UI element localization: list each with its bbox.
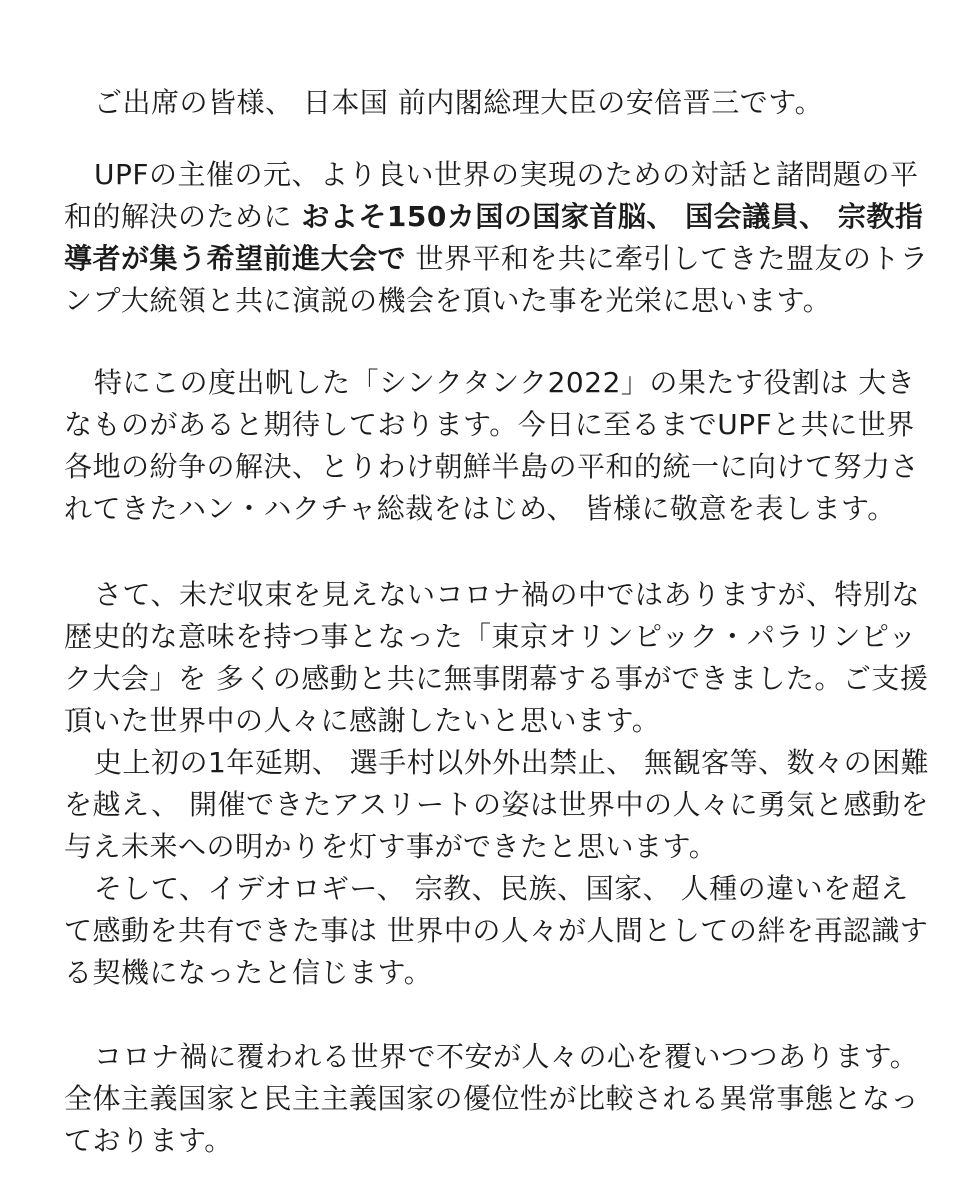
paragraph-4-line-4 [64, 704, 914, 738]
text-run: ご出席の皆様、 日本国 前内閣総理大臣の安倍晋三です。 [94, 86, 824, 119]
paragraph-3-line-1 [64, 366, 944, 400]
paragraph-3-line-3 [64, 450, 920, 484]
text-run: 歴史的な意味を持つ事となった「東京オリンピック・パラリンピッ [64, 620, 917, 653]
paragraph-4-line-5 [64, 746, 944, 780]
paragraph-4-line-3 [64, 662, 929, 696]
text-run: 全体主義国家と民主主義国家の優位性が比較される異常事態となっ [64, 1082, 920, 1115]
paragraph-2-line-2 [64, 200, 924, 234]
paragraph-5-line-3 [64, 1124, 914, 1158]
text-run: 世界平和を共に牽引してきた盟友のトラ [406, 242, 929, 275]
paragraph-4-line-9 [64, 914, 929, 948]
text-run: なものがあると期待しております。今日に至るまでUPFと共に世界 [64, 408, 915, 441]
text-run: 史上初の1年延期、 選手村以外外出禁止、 無観客等、数々の困難 [94, 746, 930, 779]
text-run: ております。 [64, 1124, 233, 1157]
text-run: 特にこの度出帆した「シンクタンク2022」の果たす役割は 大き [94, 366, 916, 399]
text-run: る契機になったと信じます。 [64, 956, 433, 989]
paragraph-2-line-3 [64, 242, 929, 276]
bold-text-run: 導者が集う希望前進大会で [64, 242, 407, 275]
text-run: さて、未だ収束を見えないコロナ禍の中ではありますが、特別な [94, 578, 920, 611]
text-run: そして、イデオロギー、 宗教、民族、国家、 人種の違いを超え [94, 872, 909, 905]
paragraph-4-line-1 [64, 578, 944, 612]
paragraph-3-line-4 [64, 492, 914, 526]
text-run: UPFの主催の元、より良い世界の実現のための対話と諸問題の平 [94, 158, 919, 191]
paragraph-4-line-6 [64, 788, 929, 822]
text-run: を越え、 開催できたアスリートの姿は世界中の人々に勇気と感動を [64, 788, 929, 821]
bold-text-run: およそ150カ国の国家首脳、 国会議員、 宗教指 [301, 200, 924, 233]
paragraph-2-line-1 [64, 158, 944, 192]
text-run: コロナ禍に覆われる世界で不安が人々の心を覆いつつあります。 [94, 1040, 919, 1073]
text-run: 頂いた世界中の人々に感謝したいと思います。 [64, 704, 661, 737]
paragraph-4-line-7 [64, 830, 914, 864]
text-run: 和的解決のために [64, 200, 302, 233]
paragraph-4-line-10 [64, 956, 914, 990]
paragraph-1-line-1 [64, 86, 944, 120]
text-run: て感動を共有できた事は 世界中の人々が人間としての絆を再認識す [64, 914, 929, 947]
paragraph-2-line-4 [64, 284, 914, 318]
text-run: 各地の紛争の解決、とりわけ朝鮮半島の平和的統一に向けて努力さ [64, 450, 920, 483]
paragraph-4-line-8 [64, 872, 944, 906]
text-run: 与え未来への明かりを灯す事ができたと思います。 [64, 830, 718, 863]
text-run: ク大会」を 多くの感動と共に無事閉幕する事ができました。ご支援 [64, 662, 929, 695]
paragraph-5-line-2 [64, 1082, 920, 1116]
text-run: れてきたハン・ハクチャ総裁をはじめ、 皆様に敬意を表します。 [64, 492, 896, 525]
paragraph-5-line-1 [64, 1040, 944, 1074]
paragraph-3-line-2 [64, 408, 914, 442]
text-run: ンプ大統領と共に演説の機会を頂いた事を光栄に思います。 [64, 284, 832, 317]
paragraph-4-line-2 [64, 620, 917, 654]
